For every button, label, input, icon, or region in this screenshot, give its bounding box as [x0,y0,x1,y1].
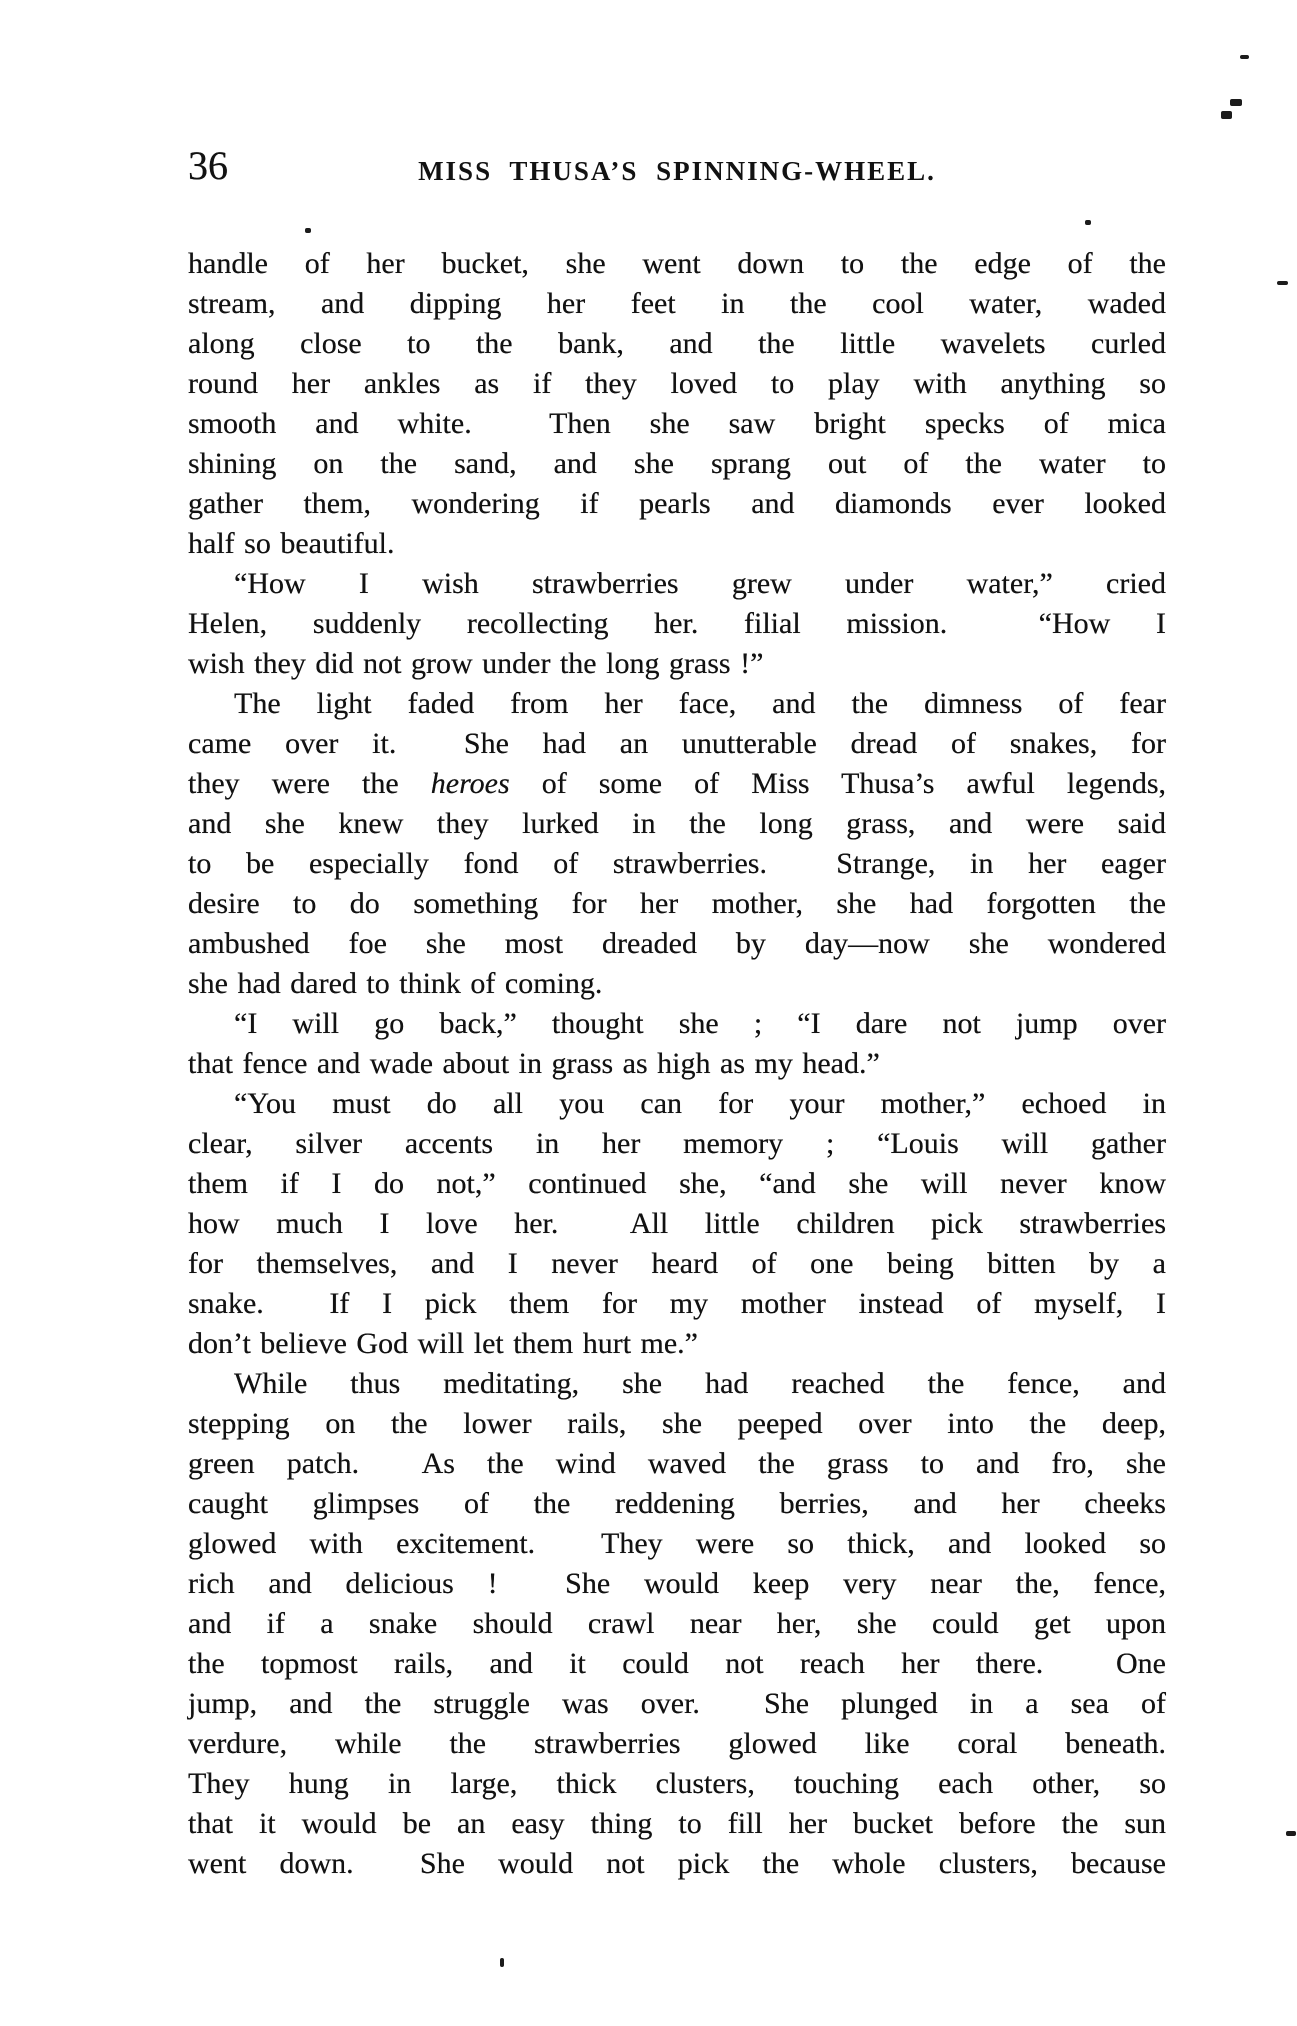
text-line: don’t believe God will let them hurt me.” [188,1327,698,1360]
text-line: desire to do something for her mother, she had forgotten the [188,887,1166,920]
text-line: to be especially fond of strawberries. Strange, in her eager [188,847,1166,880]
text-line: ambushed foe she most dreaded by day—now she wondered [188,927,1166,960]
ink-speck [1240,55,1249,59]
text-line: went down. She would not pick the whole clusters, because [188,1847,1166,1880]
text-line: for themselves, and I never heard of one being bitten by a [188,1247,1166,1280]
text-line: that fence and wade about in grass as high as my head.” [188,1047,880,1080]
text-line: and if a snake should crawl near her, she could get upon [188,1607,1166,1640]
text-line: snake. If I pick them for my mother instead of myself, I [188,1287,1166,1320]
page-number: 36 [188,143,228,188]
text-line: wish they did not grow under the long grass !” [188,647,764,680]
text-line: glowed with excitement. They were so thick, and looked so [188,1527,1166,1560]
text-line: gather them, wondering if pearls and diamonds ever looked [188,487,1166,520]
text-line: caught glimpses of the reddening berries, and her cheeks [188,1487,1166,1520]
text-line: shining on the sand, and she sprang out of the water to [188,447,1166,480]
text-line: clear, silver accents in her memory ; “Louis will gather [188,1127,1166,1160]
ink-speck [1277,281,1288,285]
text-line: “How I wish strawberries grew under water,” cried [234,567,1166,600]
text-line: “I will go back,” thought she ; “I dare not jump over [234,1007,1166,1040]
ink-speck [1286,1831,1296,1836]
text-line: The light faded from her face, and the dimness of fear [234,687,1166,720]
text-line: and she knew they lurked in the long grass, and were said [188,807,1166,840]
ink-speck [305,228,311,233]
text-line: They hung in large, thick clusters, touching each other, so [188,1767,1166,1800]
text-line: stream, and dipping her feet in the cool water, waded [188,287,1166,320]
text-line: round her ankles as if they loved to play with anything so [188,367,1166,400]
ink-speck [1085,220,1091,225]
ink-speck [500,1958,504,1967]
text-line: Helen, suddenly recollecting her. filial mission. “How I [188,607,1166,640]
text-line: them if I do not,” continued she, “and she will never know [188,1167,1166,1200]
text-line: smooth and white. Then she saw bright specks of mica [188,407,1166,440]
text-line: that it would be an easy thing to fill her bucket before the sun [188,1807,1166,1840]
text-line: handle of her bucket, she went down to the edge of the [188,247,1166,280]
text-line: “You must do all you can for your mother,” echoed in [234,1087,1166,1120]
text-line: the topmost rails, and it could not reach her there. One [188,1647,1166,1680]
text-line: along close to the bank, and the little wavelets curled [188,327,1166,360]
text-line: came over it. She had an unutterable dread of snakes, for [188,727,1166,760]
text-line: they were the heroes of some of Miss Thusa’s awful legends, [188,767,1166,800]
text-line: verdure, while the strawberries glowed like coral beneath. [188,1727,1166,1760]
text-line: rich and delicious ! She would keep very near the, fence, [188,1567,1166,1600]
text-line: jump, and the struggle was over. She plunged in a sea of [188,1687,1166,1720]
text-line: she had dared to think of coming. [188,967,603,1000]
running-head: MISS THUSA’S SPINNING-WHEEL. [418,156,936,186]
text-block [188,244,1166,1884]
text-line: stepping on the lower rails, she peeped over into the deep, [188,1407,1166,1440]
ink-speck [1230,99,1242,106]
text-line: half so beautiful. [188,527,395,560]
text-line: how much I love her. All little children pick strawberries [188,1207,1166,1240]
ink-speck [1221,111,1232,119]
text-line: While thus meditating, she had reached the fence, and [234,1367,1166,1400]
text-line: green patch. As the wind waved the grass to and fro, she [188,1447,1166,1480]
